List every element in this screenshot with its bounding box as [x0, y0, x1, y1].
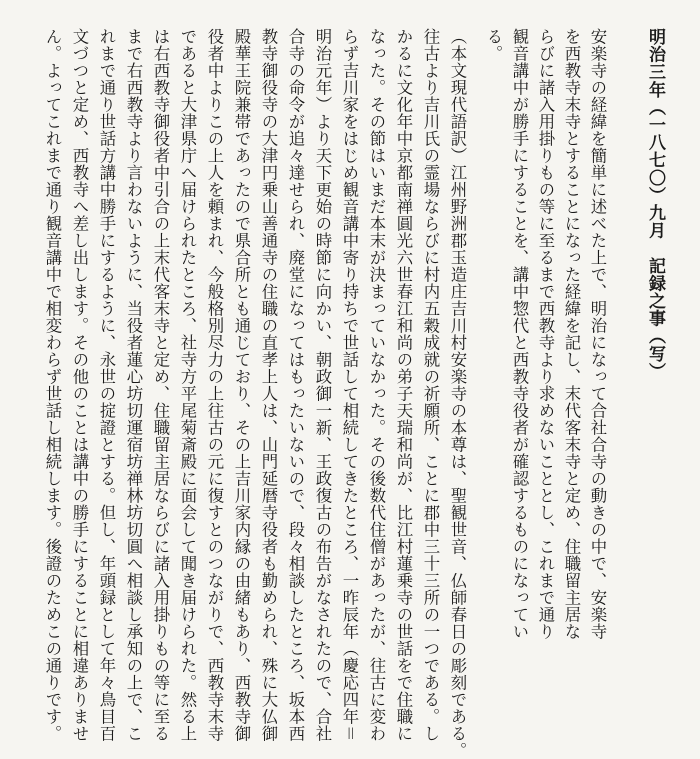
body-line: は右西教寺御役者中引合の上末代客末寺と定め、住職留主居ならびに諸入用掛りもの等に至る: [151, 28, 170, 742]
body-line: 文づつと定め、西教寺へ差し出します。その他のことは講中の勝手にすることに相違ありませ: [70, 28, 89, 742]
body-line: れまで通り世話方講中勝手にするように、永世の掟證とする。但し、年頭録として年々鳥目百: [97, 28, 116, 742]
summary-line: 観音講中が勝手にすることを、講中惣代と西教寺役者が確認するものになってい: [510, 28, 529, 640]
body-line: ん。よってこれまで通り観音講中で相変わらず世話し相続します。後證のためこの通りです。: [43, 28, 62, 742]
summary-line: を西教寺末寺とすることになった経緯を記し、末代客末寺と定め、住職留主居な: [562, 28, 581, 640]
body-line: であると大津県庁へ届けられたところ、社寺方平尾菊斎殿に面会して聞き届けられた。然る上: [178, 28, 197, 742]
body-line: 往古より吉川氏の霊場ならびに村内五穀成就の祈願所、ことに郡中三十三所の一つである。し: [421, 28, 440, 742]
body-line: まで右西教寺より言わないように、当役者蓮心坊切運宿坊禅林坊切圓へ相談し承知の上で、こ: [124, 28, 143, 742]
body-line: かるに文化年中京都南禅圓光六世春江和尚の弟子天瑞和尚が、比江村蓮乗寺の世話をで住職に: [394, 28, 413, 742]
summary-line: る。: [484, 28, 503, 62]
body-line: らず吉川家をはじめ観音講中寄り持ちで世話して相続してきたところ、一昨辰年（慶応四年＝: [340, 28, 359, 742]
summary-line: らびに諸入用掛りもの等に至るまで西教寺より求めないこととし、これまで通り: [536, 28, 555, 640]
summary-line: 安楽寺の経緯を簡単に述べた上で、明治になって合社合寺の動きの中で、安楽寺: [588, 28, 607, 640]
document-heading: 明治三年（一八七〇）九月 記録之事（写）: [645, 28, 665, 380]
body-line: なった。その節はいまだ本末が決まっていなかった。その後数代住僧があったが、往古に変わ: [367, 28, 386, 742]
body-line: （本文現代語訳）江州野洲郡玉造庄吉川村安楽寺の本尊は、聖観世音、仏師春日の彫刻である。: [448, 28, 467, 759]
body-line: 役者中よりこの上人を頼まれ、今般格別尽力の上往古の元に復すとのつながりで、西教寺末寺: [205, 28, 224, 742]
body-line: 明治元年）より天下更始の時節に向かい、朝政御一新、王政復古の布告がなされたので、合社: [313, 28, 332, 742]
body-line: 教寺御役寺の大津円乗山善通寺の住職の直孝上人は、山門延暦寺役者も勤められ、殊に大仏御: [259, 28, 278, 742]
body-line: 合寺の命令が追々達せられ、廃堂になってはもったいないので、段々相談したところ、坂本西: [286, 28, 305, 742]
body-line: 殿華王院兼帯であったので県合所とも通じており、その上吉川家内縁の由緒もあり、西教寺御: [232, 28, 251, 742]
